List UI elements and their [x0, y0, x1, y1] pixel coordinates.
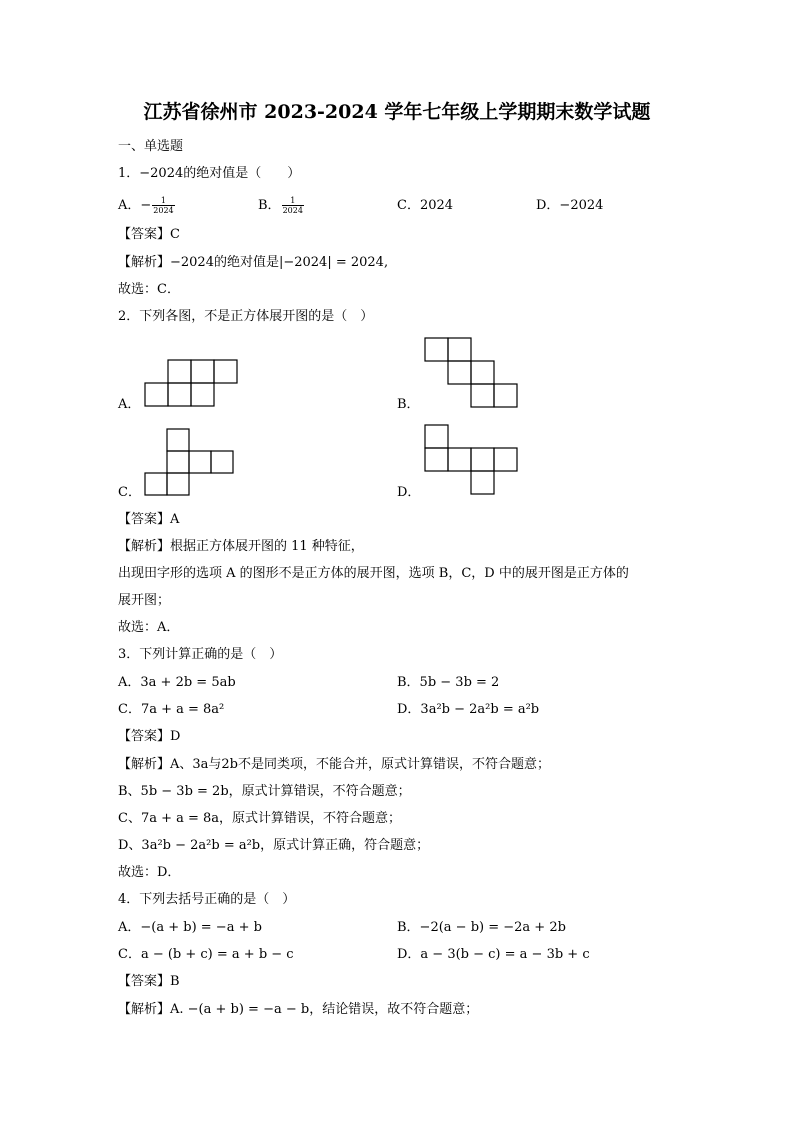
- q1-answer: 【答案】C: [118, 227, 180, 242]
- q1-option-a: A．− $\frac{1}{2024}$: [118, 196, 174, 215]
- fraction: $\frac{1}{2024}$: [153, 196, 174, 215]
- q3-analysis-3: C、7a + a = 8a，原式计算错误，不符合题意；: [118, 811, 402, 826]
- q2-analysis-1: 【解析】根据正方体展开图的 11 种特征，: [118, 539, 364, 554]
- q4-stem: 4．下列去括号正确的是（ ）: [118, 892, 296, 907]
- q2-option-d: D．: [397, 485, 421, 500]
- q3-analysis-1: 【解析】A、3a与2b不是同类项，不能合并，原式计算错误，不符合题意；: [118, 757, 551, 772]
- q2-analysis-3: 展开图；: [118, 593, 171, 608]
- q2-net-b-figure: [420, 333, 525, 411]
- q1-conclusion: 故选：C．: [118, 282, 180, 297]
- q2-net-a-figure: [140, 355, 245, 410]
- q4-analysis-1: 【解析】A. −(a + b) = −a − b，结论错误，故不符合题意；: [118, 1002, 479, 1017]
- q1-stem: 1．−2024的绝对值是（ ）: [118, 166, 301, 181]
- q2-answer: 【答案】A: [118, 512, 180, 527]
- q2-net-c-figure: [140, 425, 240, 500]
- q3-option-d: D．3a²b − 2a²b = a²b: [397, 702, 540, 717]
- q1-option-c: C．2024: [397, 198, 454, 213]
- q2-analysis-2: 出现田字形的选项 A 的图形不是正方体的展开图，选项 B，C，D 中的展开图是正方体的: [118, 566, 629, 581]
- q3-analysis-4: D、3a²b − 2a²b = a²b，原式计算正确，符合题意；: [118, 838, 430, 853]
- q1-option-b: B． $\frac{1}{2024}$: [258, 196, 303, 215]
- q1-option-d: D．−2024: [536, 198, 604, 213]
- q3-analysis-2: B、5b − 3b = 2b，原式计算错误，不符合题意；: [118, 784, 411, 799]
- q2-net-d-figure: [420, 420, 525, 498]
- q1-analysis: 【解析】−2024的绝对值是|−2024| = 2024,: [118, 255, 389, 270]
- q4-option-d: D．a − 3(b − c) = a − 3b + c: [397, 947, 590, 962]
- fraction: $\frac{1}{2024}$: [282, 196, 303, 215]
- q4-option-a: A．−(a + b) = −a + b: [118, 920, 262, 935]
- q3-answer: 【答案】D: [118, 729, 181, 744]
- q2-option-c: C．: [118, 485, 141, 500]
- q4-option-c: C．a − (b + c) = a + b − c: [118, 947, 294, 962]
- q2-option-a: A．: [118, 397, 141, 412]
- q3-option-c: C．7a + a = 8a²: [118, 702, 225, 717]
- q3-conclusion: 故选：D．: [118, 865, 181, 880]
- page-title: 江苏省徐州市 2023-2024 学年七年级上学期期末数学试题: [143, 101, 651, 123]
- q4-option-b: B．−2(a − b) = −2a + 2b: [397, 920, 566, 935]
- q3-stem: 3．下列计算正确的是（ ）: [118, 647, 283, 662]
- q4-answer: 【答案】B: [118, 974, 180, 989]
- q3-option-b: B．5b − 3b = 2: [397, 675, 500, 690]
- q2-option-b: B．: [397, 397, 420, 412]
- section-heading: 一、单选题: [118, 139, 184, 154]
- q2-conclusion: 故选：A．: [118, 620, 180, 635]
- q2-stem: 2．下列各图，不是正方体展开图的是（ ）: [118, 309, 374, 324]
- q3-option-a: A．3a + 2b = 5ab: [118, 675, 236, 690]
